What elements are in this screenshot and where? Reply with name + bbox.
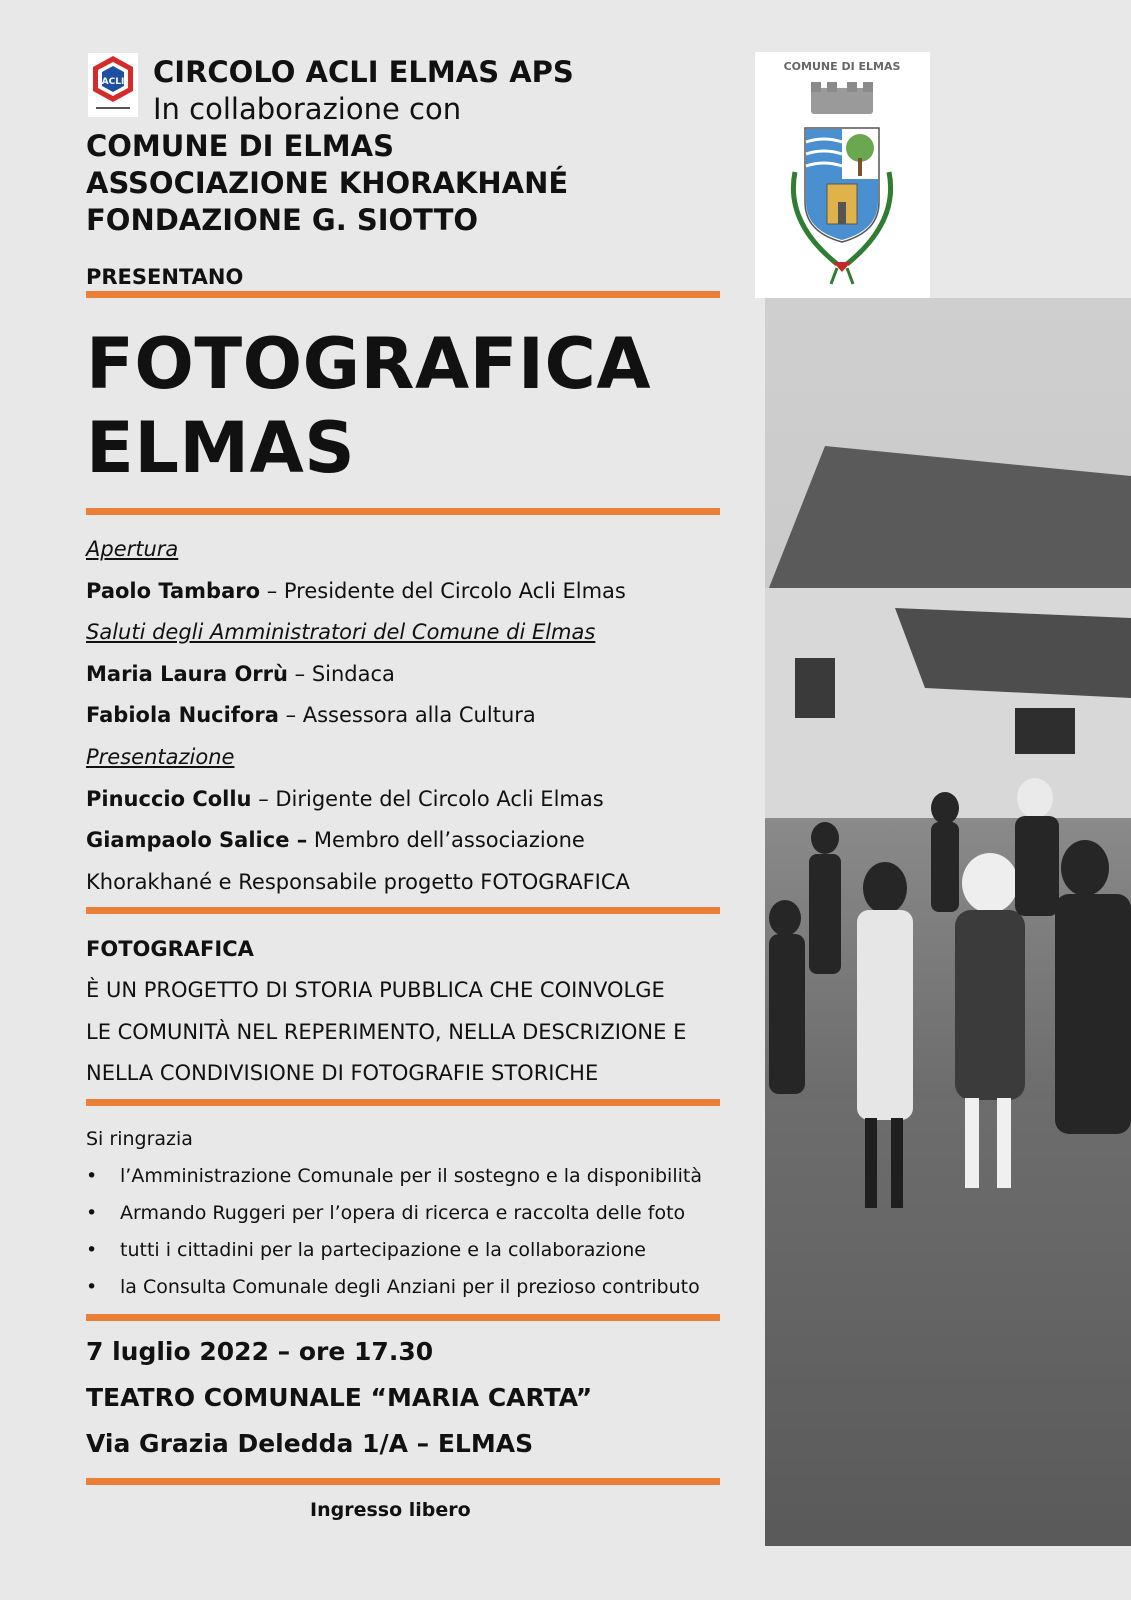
speaker-2 xyxy=(86,660,395,688)
thanks-text: la Consulta Comunale degli Anziani per il prezioso contributo xyxy=(120,1276,700,1298)
speaker-role: – Assessora alla Cultura xyxy=(278,703,536,727)
about-line-2: LE COMUNITÀ NEL REPERIMENTO, NELLA DESCRIZIONE E xyxy=(86,1020,687,1044)
divider xyxy=(86,1478,720,1485)
speaker-3 xyxy=(86,701,536,729)
presentano-label: PRESENTANO xyxy=(86,265,244,289)
coat-caption: COMUNE DI ELMAS xyxy=(783,60,901,73)
org-name: CIRCOLO ACLI ELMAS APS xyxy=(153,55,574,89)
about-line-1: È UN PROGETTO DI STORIA PUBBLICA CHE COINVOLGE xyxy=(86,978,665,1002)
speaker-role: – Sindaca xyxy=(287,662,395,686)
divider xyxy=(86,1314,720,1321)
divider xyxy=(86,508,720,515)
partner-3: FONDAZIONE G. SIOTTO xyxy=(86,203,479,237)
thanks-text: l’Amministrazione Comunale per il sostegno e la disponibilità xyxy=(120,1165,702,1187)
speaker-4 xyxy=(86,785,604,813)
bullet: • xyxy=(86,1165,98,1187)
speaker-name: Maria Laura Orrù xyxy=(86,662,288,686)
thanks-intro: Si ringrazia xyxy=(86,1128,193,1150)
speaker-name: Pinuccio Collu xyxy=(86,787,252,811)
title-line-1: FOTOGRAFICA xyxy=(86,323,652,405)
section-presentazione: Presentazione xyxy=(86,745,235,769)
thanks-item-4 xyxy=(86,1274,700,1300)
event-address: Via Grazia Deledda 1/A – ELMAS xyxy=(86,1429,534,1458)
collab-label: In collaborazione con xyxy=(153,92,462,126)
speaker-5 xyxy=(86,826,585,854)
event-venue: TEATRO COMUNALE “MARIA CARTA” xyxy=(86,1383,593,1412)
speaker-1 xyxy=(86,577,626,605)
partner-1: COMUNE DI ELMAS xyxy=(86,129,394,163)
divider xyxy=(86,291,720,298)
acli-logo-text: ACLI xyxy=(101,77,125,87)
thanks-text: tutti i cittadini per la partecipazione e la collaborazione xyxy=(120,1239,646,1261)
speaker-name: Paolo Tambaro xyxy=(86,579,261,603)
thanks-item-1 xyxy=(86,1163,702,1189)
section-saluti: Saluti degli Amministratori del Comune di Elmas xyxy=(86,620,596,644)
historical-photo xyxy=(765,298,1131,1546)
speaker-5-role-cont: Khorakhané e Responsabile progetto FOTOGRAFICA xyxy=(86,870,630,894)
speaker-role: – Presidente del Circolo Acli Elmas xyxy=(260,579,626,603)
thanks-item-3 xyxy=(86,1237,646,1263)
divider xyxy=(86,1099,720,1106)
speaker-role: Membro dell’associazione xyxy=(307,828,585,852)
thanks-item-2 xyxy=(86,1200,685,1226)
bullet: • xyxy=(86,1276,98,1298)
speaker-name: Giampaolo Salice – xyxy=(86,828,308,852)
entry-note: Ingresso libero xyxy=(310,1499,471,1521)
coat-of-arms xyxy=(755,52,930,298)
thanks-text: Armando Ruggeri per l’opera di ricerca e raccolta delle foto xyxy=(120,1202,686,1224)
speaker-role: – Dirigente del Circolo Acli Elmas xyxy=(251,787,604,811)
bullet: • xyxy=(86,1202,98,1224)
section-apertura: Apertura xyxy=(86,537,179,561)
about-line-3: NELLA CONDIVISIONE DI FOTOGRAFIE STORICHE xyxy=(86,1061,599,1085)
bullet: • xyxy=(86,1239,98,1261)
partner-2: ASSOCIAZIONE KHORAKHANÉ xyxy=(86,166,569,200)
title-line-2: ELMAS xyxy=(86,407,356,489)
event-title xyxy=(86,322,651,490)
about-heading: FOTOGRAFICA xyxy=(86,937,254,961)
speaker-name: Fabiola Nucifora xyxy=(86,703,279,727)
acli-logo xyxy=(88,53,138,117)
divider xyxy=(86,907,720,914)
event-date: 7 luglio 2022 – ore 17.30 xyxy=(86,1337,434,1366)
